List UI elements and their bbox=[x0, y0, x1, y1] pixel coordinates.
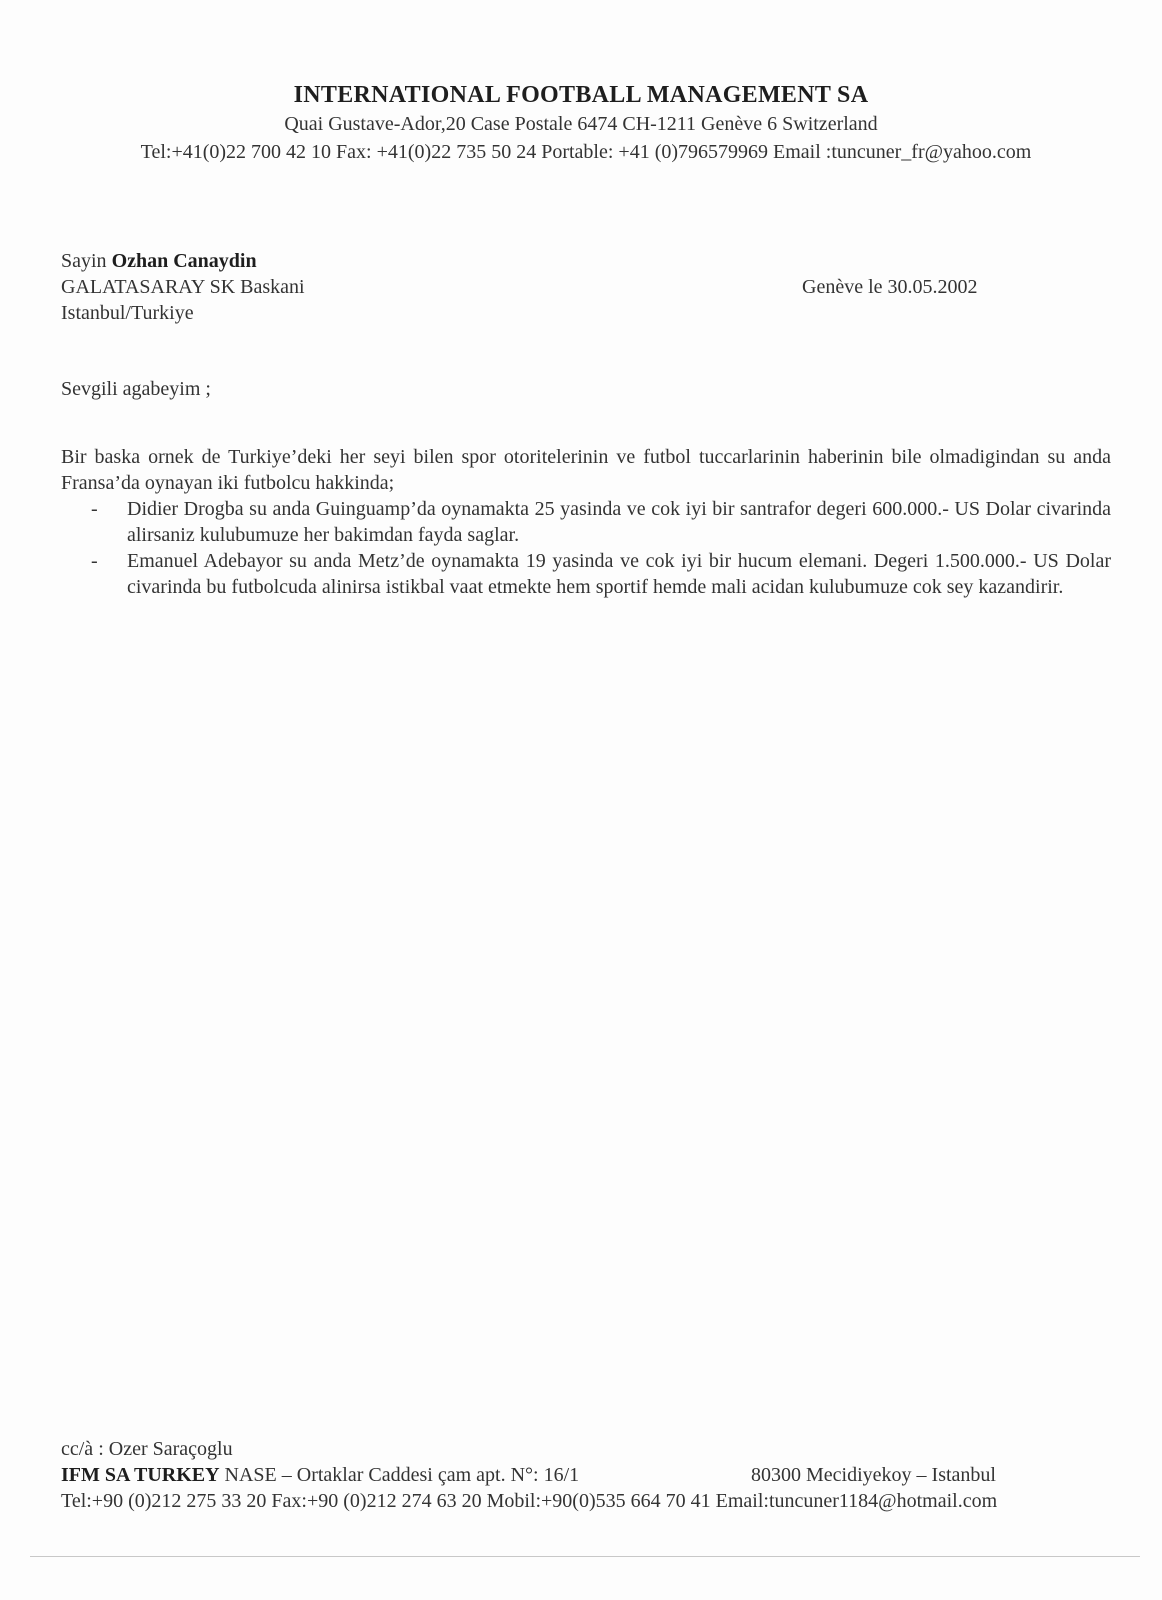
footer bbox=[61, 1436, 1121, 1514]
recipient-location: Istanbul/Turkiye bbox=[61, 302, 194, 324]
recipient-prefix: Sayin bbox=[61, 250, 112, 272]
office-address: NASE – Ortaklar Caddesi çam apt. N°: 16/1 bbox=[219, 1464, 580, 1486]
letter-body bbox=[61, 444, 1111, 600]
office-name: IFM SA TURKEY bbox=[61, 1464, 220, 1486]
bullet-dash: - bbox=[91, 498, 98, 520]
office-contact: Tel:+90 (0)212 275 33 20 Fax:+90 (0)212 274 63 20 Mobil:+90(0)535 664 70 41 Email:tuncuner1184@hotmail.com bbox=[61, 1490, 998, 1512]
recipient-block bbox=[61, 248, 305, 326]
list-item bbox=[61, 548, 1111, 600]
list-item bbox=[61, 496, 1111, 548]
player-list bbox=[61, 496, 1111, 600]
letter-date: Genève le 30.05.2002 bbox=[802, 276, 978, 298]
list-item-text: Didier Drogba su anda Guinguamp’da oynamakta 25 yasinda ve cok iyi bir santrafor degeri 600.000.- US Dolar civarinda alirsaniz kulubumuze her bakimdan fayda saglar. bbox=[127, 498, 1111, 546]
company-name: INTERNATIONAL FOOTBALL MANAGEMENT SA bbox=[293, 82, 869, 108]
recipient-name: Ozhan Canaydin bbox=[111, 250, 257, 272]
office-line bbox=[61, 1462, 1121, 1488]
recipient-name-line bbox=[61, 248, 305, 274]
bottom-divider bbox=[30, 1556, 1140, 1557]
letterhead bbox=[0, 80, 1162, 166]
intro-paragraph: Bir baska ornek de Turkiye’deki her seyi bilen spor otoritelerinin ve futbol tuccarlarinin haberinin bile olmadigindan su anda Fransa’da oynayan iki futbolcu hakkinda; bbox=[61, 446, 1111, 494]
salutation: Sevgili agabeyim ; bbox=[61, 378, 211, 400]
company-contact: Tel:+41(0)22 700 42 10 Fax: +41(0)22 735 50 24 Portable: +41 (0)796579969 Email :tuncuner_fr@yahoo.com bbox=[140, 141, 1032, 163]
company-address: Quai Gustave-Ador,20 Case Postale 6474 CH-1211 Genève 6 Switzerland bbox=[284, 113, 878, 135]
recipient-title: GALATASARAY SK Baskani bbox=[61, 276, 305, 298]
office-city: 80300 Mecidiyekoy – Istanbul bbox=[751, 1464, 996, 1486]
list-item-text: Emanuel Adebayor su anda Metz’de oynamakta 19 yasinda ve cok iyi bir hucum elemani. Degeri 1.500.000.- US Dolar civarinda bu futbolcuda alinirsa istikbal vaat etmekte hem sportif hemde mali acidan kulubumuze cok sey kazandirir. bbox=[127, 550, 1111, 598]
bullet-dash: - bbox=[91, 550, 98, 572]
cc-line: cc/à : Ozer Saraçoglu bbox=[61, 1438, 233, 1460]
